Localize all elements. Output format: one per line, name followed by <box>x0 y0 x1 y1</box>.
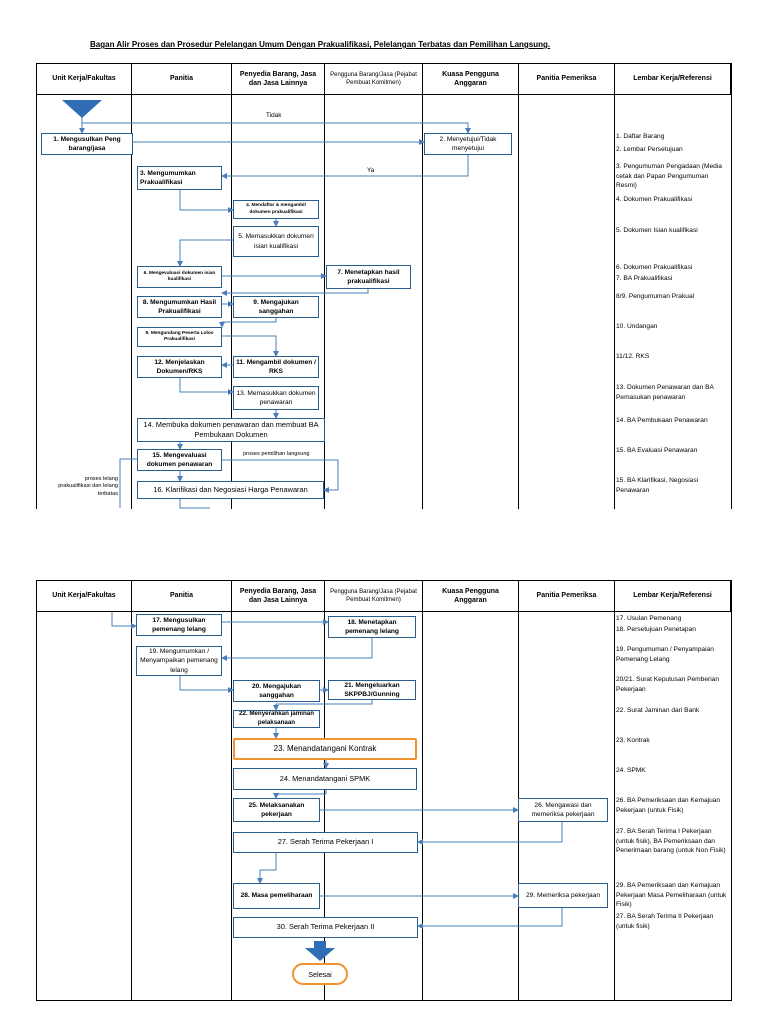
step-1-box: 1. Mengusulkan Peng barang/jasa <box>41 133 133 155</box>
step-15-box: 15. Mengevaluasi dokumen penawaran <box>137 449 222 471</box>
start-arrow-icon <box>62 100 102 118</box>
ref-item: 14. BA Pembukaan Penawaran <box>616 417 708 424</box>
step-13-box: 13. Memasukkan dokumen penawaran <box>233 386 319 410</box>
ref-item: 3. Pengumuman Pengadaan (Media cetak dan Papan Pengumuman Resmi) <box>616 163 722 190</box>
step-21-box: 21. Mengeluarkan SKPPBJ/Gunning <box>328 680 416 700</box>
ref-item: 10. Undangan <box>616 323 658 330</box>
column-header-panitia-pemeriksa: Panitia Pemeriksa <box>519 64 615 95</box>
ref-item: 15. BA Klarifikasi, Negosiasi Penawaran <box>616 477 699 494</box>
ref-item: 19. Pengumuman / Penyampaian Pemenang Lelang <box>616 646 714 663</box>
column-header-referensi: Lembar Kerja/Referensi <box>615 581 731 612</box>
step-23-box: 23. Menandatangani Kontrak <box>233 738 417 760</box>
step-19-box: 19. Mengumumkan / Menyampaikan pemenang lelang <box>136 646 222 676</box>
ref-item: 26. BA Pemeriksaan dan Kemajuan Pekerjaan (untuk Fisik) <box>616 797 721 814</box>
ref-item: 17. Usulan Pemenang <box>616 615 682 622</box>
column-header-kpa: Kuasa Pengguna Anggaran <box>423 581 519 612</box>
ref-item: 13. Dokumen Penawaran dan BA Pemasukan penawaran <box>616 384 714 401</box>
step-25-box: 25. Melaksanakan pekerjaan <box>233 798 320 822</box>
ref-item: 27. BA Serah Terima I Pekerjaan (untuk fisik), BA Pemeriksaan dan Penerimaan barang (untuk Non Fisik) <box>616 828 726 855</box>
step-24-box: 24. Menandatangani SPMK <box>233 768 417 790</box>
step-18-box: 18. Menetapkan pemenang lelang <box>328 616 416 638</box>
column-header-penyedia: Penyedia Barang, Jasa dan Jasa Lainnya <box>232 64 325 95</box>
step-10-box: 9. Mengundang Peserta Lolos Prakualifikasi <box>137 327 222 347</box>
step-11-box: 11. Mengambil dokumen / RKS <box>233 356 319 378</box>
step-16-box: 16. Klarifikasi dan Negosiasi Harga Penawaran <box>137 481 324 499</box>
step-27-box: 27. Serah Terima Pekerjaan I <box>233 832 418 853</box>
step-8-box: 8. Mengumumkan Hasil Prakualifikasi <box>137 296 222 318</box>
column-header-referensi: Lembar Kerja/Referensi <box>615 64 731 95</box>
column-header-pengguna: Pengguna Barang/Jasa (Pejabat Pembuat Komitmen) <box>325 64 423 95</box>
step-6-box: 6. Mengevaluasi dokumen isian kualifikasi <box>137 266 222 288</box>
step-14-box: 14. Membuka dokumen penawaran dan membuat BA Pembukaan Dokumen <box>137 418 325 442</box>
step-29-box: 29. Memeriksa pekerjaan <box>518 883 608 908</box>
label-pemilihan-langsung: proses pemilihan langsung <box>243 451 310 457</box>
step-9-box: 9. Mengajukan sanggahan <box>233 296 319 318</box>
page-title: Bagan Alir Proses dan Prosedur Pelelangan Umum Dengan Prakualifikasi, Pelelangan Terbatas dan Pemilihan Langsung. <box>90 40 551 49</box>
end-arrow-icon <box>305 941 335 961</box>
ref-item: 29. BA Pemeriksaan dan Kemajuan Pekerjaan Masa Pemeliharaan (untuk Fisik) <box>616 882 727 909</box>
ref-item: 11/12. RKS <box>616 353 650 360</box>
ref-item: 15. BA Evaluasi Penawaran <box>616 447 698 454</box>
column-header-kpa: Kuasa Pengguna Anggaran <box>423 64 519 95</box>
step-3-box: 3. Mengumumkan Prakualifikasi <box>137 166 222 190</box>
ref-item: 2. Lembar Persetujuan <box>616 146 683 153</box>
ref-item: 20/21. Surat Keputusan Pemberian Pekerjaan <box>616 676 720 693</box>
ref-item: 24. SPMK <box>616 767 646 774</box>
column-header-unit-kerja: Unit Kerja/Fakultas <box>37 64 132 95</box>
step-26-box: 26. Mengawasi dan memeriksa pekerjaan <box>518 798 608 822</box>
step-28-box: 28. Masa pemeliharaan <box>233 883 320 909</box>
column-header-penyedia: Penyedia Barang, Jasa dan Jasa Lainnya <box>232 581 325 612</box>
step-5-box: 5. Memasukkan dokumen isian kualifikasi <box>233 226 319 257</box>
ref-item: 5. Dokumen Isian kualifikasi <box>616 227 698 234</box>
ref-item: 1. Daftar Barang <box>616 133 665 140</box>
step-20-box: 20. Mengajukan sanggahan <box>233 680 320 702</box>
step-17-box: 17. Mengusulkan pemenang lelang <box>136 614 222 636</box>
column-header-panitia: Panitia <box>132 581 232 612</box>
ref-item: 18. Persetujuan Penetapan <box>616 626 696 633</box>
ref-item: 4. Dokumen Prakualifikasi <box>616 196 693 203</box>
column-header-unit-kerja: Unit Kerja/Fakultas <box>37 581 132 612</box>
column-header-pengguna: Pengguna Barang/Jasa (Pejabat Pembuat Komitmen) <box>325 581 423 612</box>
ref-item: 22. Surat Jaminan dari Bank <box>616 707 700 714</box>
ref-item: 27. BA Serah Terima II Pekerjaan (untuk fisik) <box>616 913 714 930</box>
ref-item: 23. Kontrak <box>616 737 650 744</box>
label-tidak: Tidak <box>266 112 282 119</box>
step-2-box: 2. Menyetujui/Tidak menyetujui <box>424 133 512 155</box>
step-22-box: 22. Menyerahkan jaminan pelaksanaan <box>233 710 320 728</box>
step-12-box: 12. Menjelaskan Dokumen/RKS <box>137 356 222 378</box>
step-4-box: 4. Mendaftar & mengambil dokumen prakualifikasi <box>233 200 319 219</box>
ref-item: 8/9. Pengumuman Prakual <box>616 293 695 300</box>
label-ya: Ya <box>367 167 375 174</box>
column-header-panitia: Panitia <box>132 64 232 95</box>
end-terminator: Selesai <box>292 963 348 985</box>
column-header-panitia-pemeriksa: Panitia Pemeriksa <box>519 581 615 612</box>
step-30-box: 30. Serah Terima Pekerjaan II <box>233 917 418 938</box>
ref-item: 6. Dokumen Prakualifikasi <box>616 264 693 271</box>
label-lelang-terbatas: proses lelang prakualifikasi dan lelang terbatas <box>58 476 118 497</box>
step-7-box: 7. Menetapkan hasil prakualifikasi <box>326 265 411 289</box>
ref-item: 7. BA Prakualifikasi <box>616 275 673 282</box>
